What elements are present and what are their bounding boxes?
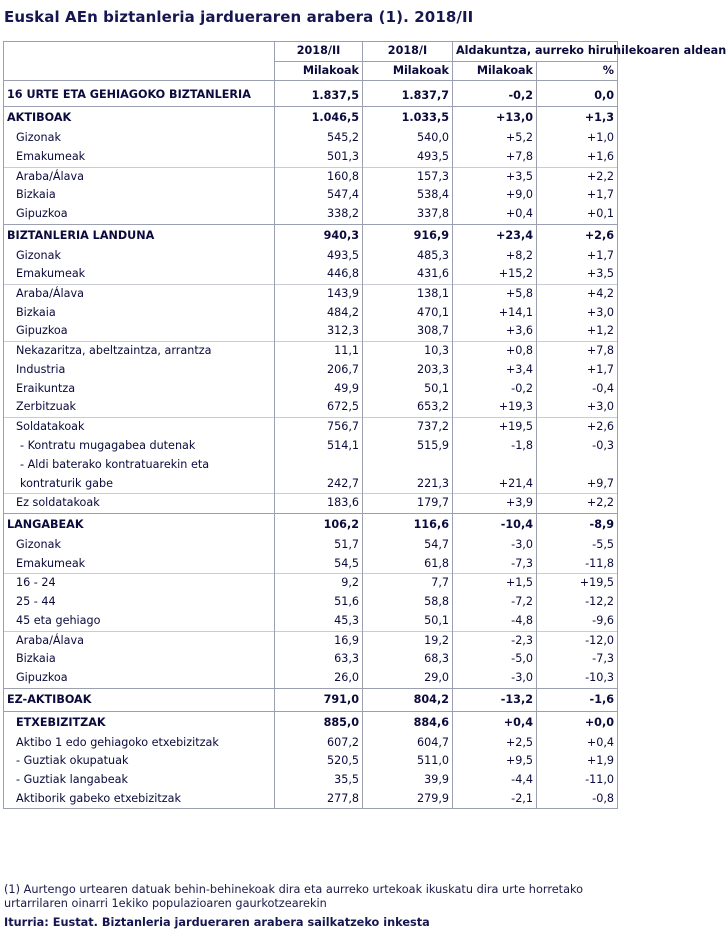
change-thousands: +23,4	[453, 224, 537, 247]
change-percent: +2,2	[537, 494, 618, 514]
row-label: Bizkaia	[4, 186, 275, 205]
value-2018-i: 58,8	[363, 593, 453, 612]
value-2018-i: 61,8	[363, 555, 453, 574]
header-col-change: Aldakuntza, aurreko hiruhilekoaren aldean	[453, 42, 618, 62]
row-label: Gizonak	[4, 129, 275, 148]
change-thousands: +19,5	[453, 417, 537, 436]
change-percent: -0,8	[537, 790, 618, 809]
table-row	[4, 574, 618, 593]
change-percent: +2,6	[537, 224, 618, 247]
change-percent: +0,1	[537, 205, 618, 224]
change-thousands: +3,9	[453, 494, 537, 514]
value-2018-ii: 756,7	[275, 417, 363, 436]
row-label: Ez soldatakoak	[4, 494, 275, 514]
table-row	[4, 455, 618, 494]
change-percent: +1,6	[537, 148, 618, 167]
table-row	[4, 688, 618, 711]
change-thousands: -5,0	[453, 650, 537, 669]
value-2018-ii: 16,9	[275, 631, 363, 650]
change-thousands: -3,0	[453, 669, 537, 688]
change-percent: +7,8	[537, 342, 618, 361]
table-row	[4, 669, 618, 688]
table-row	[4, 224, 618, 247]
row-label: Bizkaia	[4, 304, 275, 323]
change-percent: +3,0	[537, 304, 618, 323]
row-label: Gipuzkoa	[4, 669, 275, 688]
row-label: Emakumeak	[4, 265, 275, 284]
table-row	[4, 167, 618, 186]
value-2018-ii: 672,5	[275, 398, 363, 417]
table-row	[4, 711, 618, 734]
value-2018-i: 884,6	[363, 711, 453, 734]
table-row	[4, 417, 618, 436]
value-2018-ii: 51,6	[275, 593, 363, 612]
row-label: EZ-AKTIBOAK	[4, 688, 275, 711]
value-2018-ii: 1.837,5	[275, 81, 363, 107]
value-2018-ii: 446,8	[275, 265, 363, 284]
value-2018-ii: 338,2	[275, 205, 363, 224]
header-col-2018-ii: 2018/II	[275, 42, 363, 62]
row-label: Gizonak	[4, 536, 275, 555]
value-2018-ii: 206,7	[275, 361, 363, 380]
value-2018-i: 511,0	[363, 752, 453, 771]
change-thousands: -2,1	[453, 790, 537, 809]
row-label: Emakumeak	[4, 148, 275, 167]
row-label: Araba/Álava	[4, 631, 275, 650]
value-2018-ii: 54,5	[275, 555, 363, 574]
change-percent: -11,0	[537, 771, 618, 790]
value-2018-i: 337,8	[363, 205, 453, 224]
table-row	[4, 555, 618, 574]
change-percent: +1,0	[537, 129, 618, 148]
change-thousands: +1,5	[453, 574, 537, 593]
change-thousands: +13,0	[453, 107, 537, 130]
change-percent: -0,3	[537, 437, 618, 456]
value-2018-i: 50,1	[363, 612, 453, 631]
change-thousands: -2,3	[453, 631, 537, 650]
value-2018-ii: 1.046,5	[275, 107, 363, 130]
table-row	[4, 380, 618, 399]
value-2018-ii: 484,2	[275, 304, 363, 323]
unit-label: %	[537, 61, 618, 81]
value-2018-i: 493,5	[363, 148, 453, 167]
header-corner	[4, 42, 275, 81]
table-row	[4, 752, 618, 771]
table-row	[4, 612, 618, 631]
value-2018-i: 279,9	[363, 790, 453, 809]
change-thousands: -3,0	[453, 536, 537, 555]
change-percent: -12,2	[537, 593, 618, 612]
value-2018-ii: 242,7	[275, 455, 363, 494]
table-row	[4, 361, 618, 380]
change-thousands: +14,1	[453, 304, 537, 323]
value-2018-i: 179,7	[363, 494, 453, 514]
change-percent: +1,2	[537, 322, 618, 341]
table-row	[4, 437, 618, 456]
unit-label: Milakoak	[453, 61, 537, 81]
value-2018-ii: 45,3	[275, 612, 363, 631]
change-percent: -5,5	[537, 536, 618, 555]
value-2018-ii: 885,0	[275, 711, 363, 734]
value-2018-i: 50,1	[363, 380, 453, 399]
row-label: ETXEBIZITZAK	[4, 711, 275, 734]
change-thousands: -13,2	[453, 688, 537, 711]
change-thousands: -0,2	[453, 81, 537, 107]
unit-label: Milakoak	[275, 61, 363, 81]
row-label: Eraikuntza	[4, 380, 275, 399]
change-thousands: +7,8	[453, 148, 537, 167]
change-percent: -0,4	[537, 380, 618, 399]
value-2018-i: 431,6	[363, 265, 453, 284]
value-2018-ii: 143,9	[275, 285, 363, 304]
row-label: 16 - 24	[4, 574, 275, 593]
change-percent: -11,8	[537, 555, 618, 574]
table-row	[4, 650, 618, 669]
change-percent: +1,7	[537, 247, 618, 266]
value-2018-ii: 26,0	[275, 669, 363, 688]
change-percent: -9,6	[537, 612, 618, 631]
change-thousands: +15,2	[453, 265, 537, 284]
row-label: 45 eta gehiago	[4, 612, 275, 631]
change-percent: +2,2	[537, 167, 618, 186]
change-percent: -1,6	[537, 688, 618, 711]
row-label: - Guztiak langabeak	[4, 771, 275, 790]
value-2018-i: 19,2	[363, 631, 453, 650]
change-percent: +2,6	[537, 417, 618, 436]
value-2018-ii: 35,5	[275, 771, 363, 790]
change-percent: +1,3	[537, 107, 618, 130]
source-line: Iturria: Eustat. Biztanleria jardueraren arabera sailkatzeko inkesta	[4, 916, 430, 929]
change-percent: +1,9	[537, 752, 618, 771]
change-percent: +3,0	[537, 398, 618, 417]
value-2018-ii: 791,0	[275, 688, 363, 711]
change-thousands: -1,8	[453, 437, 537, 456]
table-row	[4, 514, 618, 537]
value-2018-i: 39,9	[363, 771, 453, 790]
table-row	[4, 247, 618, 266]
value-2018-i: 538,4	[363, 186, 453, 205]
header-col-2018-i: 2018/I	[363, 42, 453, 62]
table-row	[4, 285, 618, 304]
value-2018-ii: 63,3	[275, 650, 363, 669]
table-row	[4, 771, 618, 790]
change-thousands: +19,3	[453, 398, 537, 417]
table-row	[4, 342, 618, 361]
change-thousands: +9,0	[453, 186, 537, 205]
change-thousands: +0,4	[453, 711, 537, 734]
change-thousands: +3,4	[453, 361, 537, 380]
change-percent: +19,5	[537, 574, 618, 593]
table-row	[4, 734, 618, 753]
change-thousands: -7,2	[453, 593, 537, 612]
page-title: Euskal AEn biztanleria jardueraren arabera (1). 2018/II	[4, 8, 474, 26]
value-2018-ii: 160,8	[275, 167, 363, 186]
table-row	[4, 536, 618, 555]
value-2018-ii: 520,5	[275, 752, 363, 771]
row-label: 16 URTE ETA GEHIAGOKO BIZTANLERIA	[4, 81, 275, 107]
row-label: Aktibo 1 edo gehiagoko etxebizitzak	[4, 734, 275, 753]
value-2018-ii: 514,1	[275, 437, 363, 456]
change-thousands: -0,2	[453, 380, 537, 399]
change-thousands: +8,2	[453, 247, 537, 266]
row-label: Bizkaia	[4, 650, 275, 669]
value-2018-ii: 106,2	[275, 514, 363, 537]
change-percent: +4,2	[537, 285, 618, 304]
value-2018-i: 485,3	[363, 247, 453, 266]
value-2018-i: 116,6	[363, 514, 453, 537]
change-percent: +0,0	[537, 711, 618, 734]
value-2018-i: 29,0	[363, 669, 453, 688]
change-percent: +9,7	[537, 455, 618, 494]
value-2018-i: 540,0	[363, 129, 453, 148]
change-thousands: -4,4	[453, 771, 537, 790]
value-2018-ii: 183,6	[275, 494, 363, 514]
table-row	[4, 322, 618, 341]
value-2018-ii: 277,8	[275, 790, 363, 809]
value-2018-i: 804,2	[363, 688, 453, 711]
change-thousands: +21,4	[453, 455, 537, 494]
unit-label: Milakoak	[363, 61, 453, 81]
value-2018-i: 308,7	[363, 322, 453, 341]
value-2018-i: 604,7	[363, 734, 453, 753]
row-label: Araba/Álava	[4, 285, 275, 304]
change-thousands: +0,8	[453, 342, 537, 361]
value-2018-i: 157,3	[363, 167, 453, 186]
table-row	[4, 631, 618, 650]
value-2018-ii: 312,3	[275, 322, 363, 341]
row-label: BIZTANLERIA LANDUNA	[4, 224, 275, 247]
value-2018-i: 138,1	[363, 285, 453, 304]
value-2018-i: 7,7	[363, 574, 453, 593]
change-percent: +1,7	[537, 361, 618, 380]
row-label: Industria	[4, 361, 275, 380]
value-2018-i: 737,2	[363, 417, 453, 436]
value-2018-ii: 49,9	[275, 380, 363, 399]
value-2018-ii: 545,2	[275, 129, 363, 148]
value-2018-ii: 547,4	[275, 186, 363, 205]
table-row	[4, 129, 618, 148]
table-row	[4, 790, 618, 809]
change-percent: -8,9	[537, 514, 618, 537]
row-label: Nekazaritza, abeltzaintza, arrantza	[4, 342, 275, 361]
value-2018-i: 68,3	[363, 650, 453, 669]
value-2018-i: 221,3	[363, 455, 453, 494]
data-table	[3, 41, 726, 809]
row-label: Zerbitzuak	[4, 398, 275, 417]
value-2018-ii: 11,1	[275, 342, 363, 361]
table-row	[4, 265, 618, 284]
change-thousands: -4,8	[453, 612, 537, 631]
value-2018-i: 653,2	[363, 398, 453, 417]
table-row	[4, 148, 618, 167]
change-thousands: +3,6	[453, 322, 537, 341]
row-label: - Aldi baterako kontratuarekin eta kontraturik gabe	[4, 455, 275, 494]
value-2018-i: 470,1	[363, 304, 453, 323]
value-2018-ii: 51,7	[275, 536, 363, 555]
change-percent: -10,3	[537, 669, 618, 688]
row-label: 25 - 44	[4, 593, 275, 612]
change-percent: 0,0	[537, 81, 618, 107]
value-2018-i: 916,9	[363, 224, 453, 247]
value-2018-i: 1.033,5	[363, 107, 453, 130]
row-label: - Kontratu mugagabea dutenak	[4, 437, 275, 456]
change-thousands: -10,4	[453, 514, 537, 537]
value-2018-ii: 493,5	[275, 247, 363, 266]
change-percent: +0,4	[537, 734, 618, 753]
change-thousands: +5,8	[453, 285, 537, 304]
change-thousands: +3,5	[453, 167, 537, 186]
table-row	[4, 593, 618, 612]
row-label: LANGABEAK	[4, 514, 275, 537]
row-label: Gipuzkoa	[4, 322, 275, 341]
change-thousands: +2,5	[453, 734, 537, 753]
change-thousands: -7,3	[453, 555, 537, 574]
value-2018-i: 515,9	[363, 437, 453, 456]
table-row	[4, 107, 618, 130]
value-2018-ii: 501,3	[275, 148, 363, 167]
value-2018-i: 10,3	[363, 342, 453, 361]
row-label: Gipuzkoa	[4, 205, 275, 224]
table-row	[4, 304, 618, 323]
value-2018-i: 54,7	[363, 536, 453, 555]
row-label: Aktiborik gabeko etxebizitzak	[4, 790, 275, 809]
value-2018-ii: 9,2	[275, 574, 363, 593]
change-percent: -7,3	[537, 650, 618, 669]
change-thousands: +9,5	[453, 752, 537, 771]
value-2018-ii: 940,3	[275, 224, 363, 247]
change-percent: +1,7	[537, 186, 618, 205]
table-row	[4, 205, 618, 224]
footnote: (1) Aurtengo urtearen datuak behin-behinekoak dira eta aurreko urtekoak ikuskatu dira urte horretako urtarrilaren oinarri 1ekiko populazioaren gaurkotzearekin	[4, 883, 584, 911]
value-2018-i: 1.837,7	[363, 81, 453, 107]
table-row	[4, 81, 618, 107]
table-row	[4, 494, 618, 514]
value-2018-i: 203,3	[363, 361, 453, 380]
row-label: Soldatakoak	[4, 417, 275, 436]
row-label: AKTIBOAK	[4, 107, 275, 130]
change-percent: -12,0	[537, 631, 618, 650]
row-label: Emakumeak	[4, 555, 275, 574]
change-percent: +3,5	[537, 265, 618, 284]
row-label: Gizonak	[4, 247, 275, 266]
table-row	[4, 398, 618, 417]
row-label: Araba/Álava	[4, 167, 275, 186]
row-label: - Guztiak okupatuak	[4, 752, 275, 771]
value-2018-ii: 607,2	[275, 734, 363, 753]
change-thousands: +5,2	[453, 129, 537, 148]
header-row	[4, 42, 618, 62]
table-row	[4, 186, 618, 205]
change-thousands: +0,4	[453, 205, 537, 224]
